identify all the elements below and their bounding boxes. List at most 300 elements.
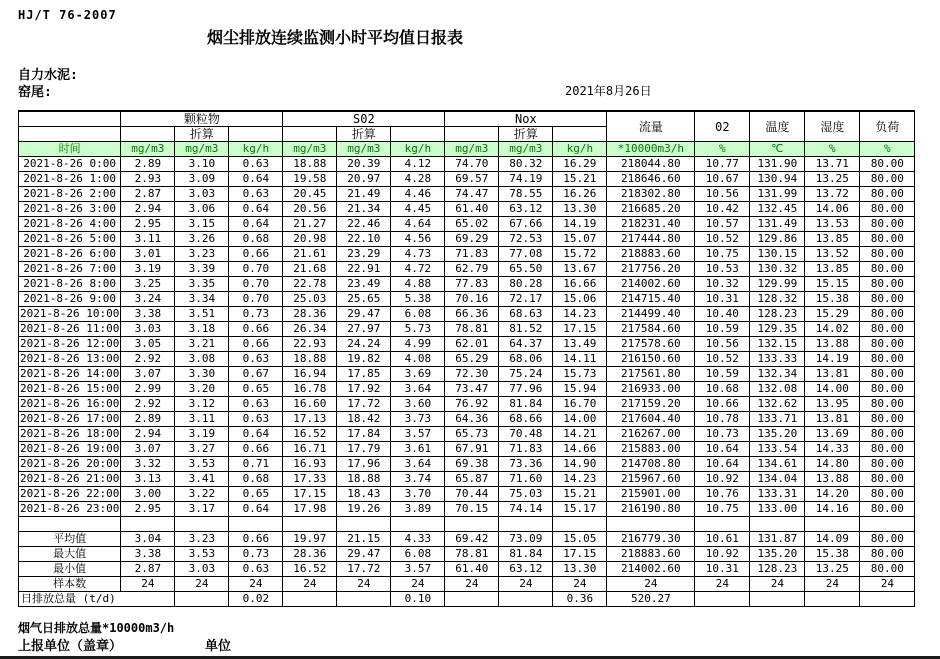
- time-cell: 2021-8-26 20:00: [20, 457, 120, 470]
- value-cell: 64.37: [499, 337, 553, 352]
- value-cell: 0.71: [229, 457, 283, 472]
- value-cell: 16.60: [283, 397, 337, 412]
- header-empty-cell: [553, 127, 607, 142]
- value-cell: 22.91: [337, 262, 391, 277]
- value-cell: 80.00: [860, 442, 915, 457]
- value-cell: 3.38: [121, 547, 175, 562]
- time-cell: 2021-8-26 6:00: [19, 247, 121, 262]
- value-cell: 24: [805, 577, 860, 592]
- time-cell: 2021-8-26 10:00: [20, 307, 120, 320]
- header-empty-cell: [445, 127, 499, 142]
- summary-label: 最小值: [19, 562, 121, 577]
- value-cell: 0.73: [229, 307, 283, 322]
- value-cell: 10.75: [695, 247, 750, 262]
- value-cell: 16.66: [553, 277, 607, 292]
- value-cell: 80.00: [860, 277, 915, 292]
- value-cell: 5.38: [391, 292, 445, 307]
- value-cell: 129.35: [750, 322, 805, 337]
- value-cell: 15.29: [805, 307, 860, 322]
- value-cell: 13.25: [805, 562, 860, 577]
- table-row: [19, 337, 915, 352]
- value-cell: 128.32: [750, 292, 805, 307]
- unit-cell: kg/h: [391, 142, 445, 157]
- value-cell: 61.40: [445, 562, 499, 577]
- time-cell: 2021-8-26 0:00: [19, 157, 121, 172]
- value-cell: 0.70: [229, 292, 283, 307]
- location-label: 窑尾:: [18, 85, 52, 100]
- value-cell: 14.02: [805, 322, 860, 337]
- value-cell: 24: [391, 577, 445, 592]
- value-cell: 0.63: [229, 187, 283, 202]
- time-cell: 2021-8-26 13:00: [20, 352, 120, 365]
- value-cell: 70.16: [445, 292, 499, 307]
- value-cell: 80.00: [860, 187, 915, 202]
- value-cell: 214002.60: [607, 562, 695, 577]
- value-cell: 10.77: [695, 157, 750, 172]
- value-cell: 80.00: [860, 157, 915, 172]
- value-cell: 63.12: [499, 202, 553, 217]
- value-cell: 0.73: [229, 547, 283, 562]
- value-cell: 10.76: [695, 487, 750, 502]
- value-cell: 3.07: [121, 367, 175, 382]
- value-cell: 16.26: [553, 187, 607, 202]
- value-cell: 135.20: [750, 547, 805, 562]
- value-cell: 3.20: [175, 382, 229, 397]
- value-cell: 10.78: [695, 412, 750, 427]
- value-cell: 65.29: [445, 352, 499, 367]
- value-cell: 15.15: [805, 277, 860, 292]
- table-row: [19, 322, 915, 337]
- unit-cell: mg/m3: [175, 142, 229, 157]
- value-cell: 19.26: [337, 502, 391, 517]
- value-cell: 3.10: [175, 157, 229, 172]
- value-cell: 2.99: [121, 382, 175, 397]
- value-cell: 17.92: [337, 382, 391, 397]
- value-cell: 24: [553, 577, 607, 592]
- value-cell: 19.82: [337, 352, 391, 367]
- value-cell: 218302.80: [607, 187, 695, 202]
- value-cell: 68.66: [499, 412, 553, 427]
- value-cell: 215967.60: [607, 472, 695, 487]
- value-cell: 61.40: [445, 202, 499, 217]
- table-row: [19, 382, 915, 397]
- value-cell: 15.06: [553, 292, 607, 307]
- value-cell: 10.92: [695, 472, 750, 487]
- value-cell: 71.83: [445, 247, 499, 262]
- value-cell: 10.40: [695, 307, 750, 322]
- value-cell: 24: [445, 577, 499, 592]
- empty-cell: [19, 517, 121, 532]
- value-cell: 17.96: [337, 457, 391, 472]
- value-cell: 29.47: [337, 307, 391, 322]
- value-cell: 3.57: [391, 562, 445, 577]
- value-cell: 15.17: [553, 502, 607, 517]
- value-cell: 217159.20: [607, 397, 695, 412]
- empty-cell: [121, 517, 175, 532]
- value-cell: 18.88: [337, 472, 391, 487]
- value-cell: 3.27: [175, 442, 229, 457]
- report-date: 2021年8月26日: [565, 84, 652, 98]
- time-cell: 2021-8-26 22:00: [20, 487, 120, 500]
- value-cell: 21.49: [337, 187, 391, 202]
- value-cell: 73.47: [445, 382, 499, 397]
- value-cell: 3.05: [121, 337, 175, 352]
- empty-cell: [860, 517, 915, 532]
- value-cell: 71.60: [499, 472, 553, 487]
- unit-cell: mg/m3: [445, 142, 499, 157]
- empty-cell: [337, 517, 391, 532]
- value-cell: 214708.80: [607, 457, 695, 472]
- value-cell: 20.97: [337, 172, 391, 187]
- unit-cell: kg/h: [553, 142, 607, 157]
- empty-cell: [175, 517, 229, 532]
- value-cell: 80.00: [860, 397, 915, 412]
- value-cell: 16.71: [283, 442, 337, 457]
- value-cell: 2.95: [121, 502, 175, 517]
- value-cell: 0.66: [229, 442, 283, 457]
- daily-total-row: [19, 592, 915, 607]
- value-cell: 21.27: [283, 217, 337, 232]
- value-cell: 69.29: [445, 232, 499, 247]
- value-cell: 80.00: [860, 502, 915, 517]
- value-cell: 16.93: [283, 457, 337, 472]
- value-cell: 218883.60: [607, 247, 695, 262]
- value-cell: 18.88: [283, 352, 337, 367]
- value-cell: 14.06: [805, 202, 860, 217]
- value-cell: 70.15: [445, 502, 499, 517]
- table-row: [19, 172, 915, 187]
- value-cell: 17.84: [337, 427, 391, 442]
- unit-cell: mg/m3: [121, 142, 175, 157]
- value-cell: 15.07: [553, 232, 607, 247]
- value-cell: 0.64: [229, 502, 283, 517]
- summary-label: 最大值: [19, 547, 121, 562]
- value-cell: 15.21: [553, 172, 607, 187]
- value-cell: 14.19: [553, 217, 607, 232]
- empty-cell: [607, 517, 695, 532]
- time-cell: 2021-8-26 21:00: [20, 472, 120, 485]
- value-cell: 0.10: [391, 592, 445, 607]
- value-cell: 217444.80: [607, 232, 695, 247]
- value-cell: 3.12: [175, 397, 229, 412]
- value-cell: 130.32: [750, 262, 805, 277]
- value-cell: 65.02: [445, 217, 499, 232]
- empty-cell: [499, 517, 553, 532]
- value-cell: 14.23: [553, 307, 607, 322]
- value-cell: 131.90: [750, 157, 805, 172]
- value-cell: 16.29: [553, 157, 607, 172]
- header-time: 时间: [19, 142, 121, 157]
- value-cell: 15.21: [553, 487, 607, 502]
- value-cell: 2.95: [121, 217, 175, 232]
- value-cell: 15.72: [553, 247, 607, 262]
- value-cell: 77.08: [499, 247, 553, 262]
- value-cell: 3.09: [175, 172, 229, 187]
- value-cell: 80.00: [860, 232, 915, 247]
- value-cell: 133.31: [750, 487, 805, 502]
- value-cell: 68.06: [499, 352, 553, 367]
- value-cell: 80.00: [860, 367, 915, 382]
- value-cell: 14.80: [805, 457, 860, 472]
- value-cell: 0.70: [229, 262, 283, 277]
- table-row: [19, 217, 915, 232]
- value-cell: 214499.40: [607, 307, 695, 322]
- value-cell: 21.34: [337, 202, 391, 217]
- unit-label: 单位: [205, 639, 232, 654]
- value-cell: 80.00: [860, 217, 915, 232]
- value-cell: 0.63: [229, 397, 283, 412]
- value-cell: 13.88: [805, 337, 860, 352]
- value-cell: 218646.60: [607, 172, 695, 187]
- value-cell: 17.98: [283, 502, 337, 517]
- table-row: [19, 262, 915, 277]
- value-cell: 3.53: [175, 457, 229, 472]
- value-cell: [750, 592, 805, 607]
- table-row: [19, 472, 915, 487]
- value-cell: 3.11: [121, 232, 175, 247]
- value-cell: 77.83: [445, 277, 499, 292]
- table-row: [19, 187, 915, 202]
- value-cell: 80.00: [860, 472, 915, 487]
- time-cell: 2021-8-26 12:00: [20, 337, 120, 350]
- value-cell: 3.06: [175, 202, 229, 217]
- header-flow: 流量: [607, 111, 695, 142]
- value-cell: 3.21: [175, 337, 229, 352]
- value-cell: 130.15: [750, 247, 805, 262]
- value-cell: 3.01: [121, 247, 175, 262]
- header-empty-cell: [19, 127, 121, 142]
- value-cell: 4.73: [391, 247, 445, 262]
- value-cell: 3.32: [121, 457, 175, 472]
- daily-total-label: 日排放总量 (t/d): [19, 592, 175, 607]
- header-empty-cell: [391, 127, 445, 142]
- value-cell: 24: [750, 577, 805, 592]
- value-cell: 0.64: [229, 427, 283, 442]
- value-cell: 14.09: [805, 532, 860, 547]
- value-cell: 10.68: [695, 382, 750, 397]
- value-cell: 0.70: [229, 277, 283, 292]
- header-converted: 折算: [337, 127, 391, 142]
- value-cell: 80.00: [860, 412, 915, 427]
- value-cell: 10.56: [695, 187, 750, 202]
- empty-cell: [750, 517, 805, 532]
- value-cell: 10.31: [695, 562, 750, 577]
- value-cell: 218044.80: [607, 157, 695, 172]
- value-cell: 19.97: [283, 532, 337, 547]
- value-cell: 0.63: [229, 412, 283, 427]
- value-cell: 16.52: [283, 427, 337, 442]
- value-cell: 17.13: [283, 412, 337, 427]
- value-cell: 64.36: [445, 412, 499, 427]
- value-cell: 14.20: [805, 487, 860, 502]
- value-cell: 216933.00: [607, 382, 695, 397]
- value-cell: 80.00: [860, 487, 915, 502]
- value-cell: 4.56: [391, 232, 445, 247]
- value-cell: 81.52: [499, 322, 553, 337]
- value-cell: 74.14: [499, 502, 553, 517]
- value-cell: 22.78: [283, 277, 337, 292]
- value-cell: 10.42: [695, 202, 750, 217]
- value-cell: 21.15: [337, 532, 391, 547]
- value-cell: 0.64: [229, 202, 283, 217]
- value-cell: 24: [860, 577, 915, 592]
- value-cell: 4.45: [391, 202, 445, 217]
- value-cell: 80.00: [860, 382, 915, 397]
- value-cell: 80.28: [499, 277, 553, 292]
- time-cell: 2021-8-26 23:00: [20, 502, 120, 515]
- value-cell: [805, 592, 860, 607]
- value-cell: 3.03: [175, 187, 229, 202]
- value-cell: 73.09: [499, 532, 553, 547]
- value-cell: 3.69: [391, 367, 445, 382]
- time-cell: 2021-8-26 8:00: [19, 277, 121, 292]
- value-cell: 129.99: [750, 277, 805, 292]
- value-cell: 10.67: [695, 172, 750, 187]
- value-cell: 3.89: [391, 502, 445, 517]
- value-cell: 0.63: [229, 157, 283, 172]
- value-cell: 63.12: [499, 562, 553, 577]
- value-cell: 10.57: [695, 217, 750, 232]
- unit-cell: %: [860, 142, 915, 157]
- reporting-unit-label: 上报单位（盖章）: [18, 639, 123, 654]
- value-cell: 65.87: [445, 472, 499, 487]
- value-cell: 65.50: [499, 262, 553, 277]
- value-cell: 129.86: [750, 232, 805, 247]
- value-cell: 4.28: [391, 172, 445, 187]
- value-cell: 74.70: [445, 157, 499, 172]
- header-empty-cell: [19, 111, 121, 127]
- value-cell: 217561.80: [607, 367, 695, 382]
- value-cell: 3.38: [121, 307, 175, 322]
- value-cell: 22.93: [283, 337, 337, 352]
- value-cell: 24: [607, 577, 695, 592]
- header-humidity: 湿度: [805, 111, 860, 142]
- value-cell: 217756.20: [607, 262, 695, 277]
- value-cell: 13.85: [805, 262, 860, 277]
- value-cell: 10.66: [695, 397, 750, 412]
- page-title: 烟尘排放连续监测小时平均值日报表: [206, 28, 463, 47]
- table-row: [19, 457, 915, 472]
- value-cell: 75.03: [499, 487, 553, 502]
- value-cell: 28.36: [283, 307, 337, 322]
- header-group-row: [19, 111, 915, 127]
- value-cell: 20.39: [337, 157, 391, 172]
- report-table: [18, 110, 915, 607]
- value-cell: 80.00: [860, 172, 915, 187]
- value-cell: 3.57: [391, 427, 445, 442]
- value-cell: 3.04: [121, 532, 175, 547]
- table-row: [19, 307, 915, 322]
- empty-cell: [229, 517, 283, 532]
- value-cell: 22.46: [337, 217, 391, 232]
- value-cell: 2.94: [121, 202, 175, 217]
- value-cell: 0.66: [229, 532, 283, 547]
- value-cell: 13.52: [805, 247, 860, 262]
- value-cell: 2.87: [121, 562, 175, 577]
- value-cell: 24: [499, 577, 553, 592]
- unit-cell: ℃: [750, 142, 805, 157]
- value-cell: [175, 592, 229, 607]
- value-cell: 3.13: [121, 472, 175, 487]
- value-cell: 10.31: [695, 292, 750, 307]
- value-cell: 216685.20: [607, 202, 695, 217]
- value-cell: 80.00: [860, 562, 915, 577]
- value-cell: 2.87: [121, 187, 175, 202]
- summary-label: 样本数: [19, 577, 121, 592]
- value-cell: 216779.30: [607, 532, 695, 547]
- empty-cell: [553, 517, 607, 532]
- table-row: [19, 367, 915, 382]
- header-temperature: 温度: [750, 111, 805, 142]
- value-cell: 75.24: [499, 367, 553, 382]
- value-cell: 14.66: [553, 442, 607, 457]
- value-cell: 73.36: [499, 457, 553, 472]
- value-cell: 20.56: [283, 202, 337, 217]
- value-cell: 10.64: [695, 457, 750, 472]
- value-cell: 13.71: [805, 157, 860, 172]
- value-cell: [337, 592, 391, 607]
- time-cell: 2021-8-26 14:00: [20, 367, 120, 380]
- value-cell: 10.32: [695, 277, 750, 292]
- value-cell: 17.72: [337, 397, 391, 412]
- header-o2: 02: [695, 111, 750, 142]
- value-cell: 10.53: [695, 262, 750, 277]
- value-cell: 218231.40: [607, 217, 695, 232]
- time-cell: 2021-8-26 2:00: [19, 187, 121, 202]
- value-cell: 0.65: [229, 382, 283, 397]
- value-cell: 3.73: [391, 412, 445, 427]
- empty-cell: [695, 517, 750, 532]
- unit-cell: mg/m3: [337, 142, 391, 157]
- header-converted: 折算: [175, 127, 229, 142]
- value-cell: 133.54: [750, 442, 805, 457]
- table-row: [19, 427, 915, 442]
- value-cell: 3.39: [175, 262, 229, 277]
- table-row: [19, 442, 915, 457]
- value-cell: 17.33: [283, 472, 337, 487]
- value-cell: 80.00: [860, 322, 915, 337]
- company-label: 自力水泥:: [18, 68, 78, 83]
- value-cell: 67.91: [445, 442, 499, 457]
- value-cell: 0.64: [229, 217, 283, 232]
- value-cell: 14.90: [553, 457, 607, 472]
- value-cell: 3.19: [175, 427, 229, 442]
- value-cell: 24: [175, 577, 229, 592]
- value-cell: 16.94: [283, 367, 337, 382]
- value-cell: 80.32: [499, 157, 553, 172]
- table-row: [19, 397, 915, 412]
- value-cell: 4.46: [391, 187, 445, 202]
- value-cell: 21.68: [283, 262, 337, 277]
- value-cell: 28.36: [283, 547, 337, 562]
- value-cell: 0.63: [229, 562, 283, 577]
- value-cell: 132.08: [750, 382, 805, 397]
- value-cell: 19.58: [283, 172, 337, 187]
- value-cell: 10.64: [695, 442, 750, 457]
- header-load: 负荷: [860, 111, 915, 142]
- value-cell: 4.99: [391, 337, 445, 352]
- value-cell: 80.00: [860, 247, 915, 262]
- table-row: [19, 412, 915, 427]
- value-cell: 131.49: [750, 217, 805, 232]
- value-cell: 10.56: [695, 337, 750, 352]
- unit-cell: %: [695, 142, 750, 157]
- value-cell: 80.00: [860, 292, 915, 307]
- value-cell: 15.05: [553, 532, 607, 547]
- value-cell: 78.55: [499, 187, 553, 202]
- value-cell: 3.19: [121, 262, 175, 277]
- value-cell: 78.81: [445, 322, 499, 337]
